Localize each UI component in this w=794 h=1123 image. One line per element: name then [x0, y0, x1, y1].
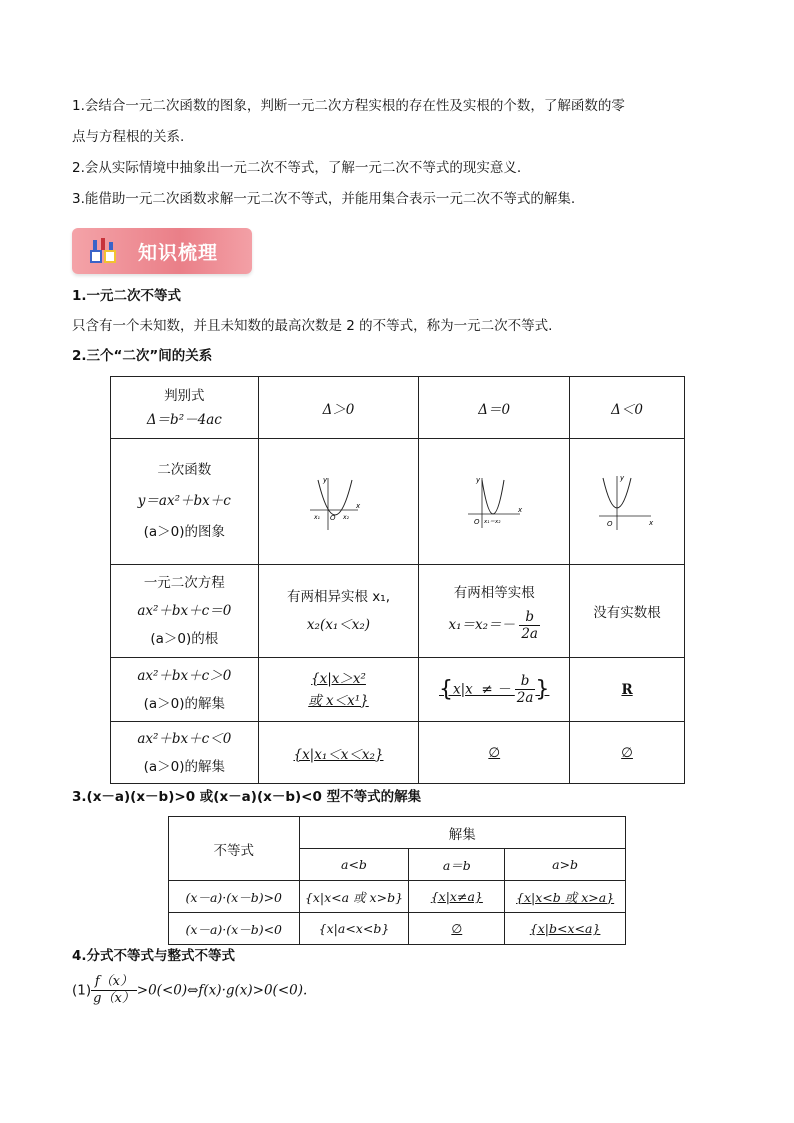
table-cell	[111, 377, 259, 439]
no-real-roots-text: 没有实数根	[570, 565, 685, 658]
table-cell: {x|a<x<b}	[299, 913, 409, 945]
graph-label: y	[620, 473, 625, 482]
set-builder-prefix: x|x ≠ －	[453, 681, 511, 698]
factored-inequality-table	[168, 816, 626, 945]
table-cell	[258, 439, 419, 565]
objective-1-line-2: 点与方程根的关系.	[72, 129, 185, 145]
table-cell	[111, 439, 259, 565]
fraction-numerator: b	[515, 673, 536, 690]
table-cell	[419, 439, 570, 565]
section-1-heading: 1.一元二次不等式	[72, 288, 182, 304]
solution-set-greater-double-root: {x|x ≠ － $\frac{b}{2a}$ }	[439, 673, 550, 706]
equivalence-text: >0(<0)⇔f(x)·g(x)>0(<0).	[136, 982, 308, 999]
row-label-line: y＝ax²＋bx＋c	[137, 493, 231, 509]
row-label-line: (a＞0)的图象	[143, 524, 226, 540]
graph-label: y	[323, 475, 328, 484]
header-delta-positive: Δ＞0	[258, 377, 419, 439]
section-1-text: 只含有一个未知数，并且未知数的最高次数是 2 的不等式，称为一元二次不等式.	[72, 318, 553, 334]
graph-label: x₁＝x₂	[484, 518, 501, 525]
equal-roots-formula	[419, 607, 569, 643]
row-label-line: 一元二次方程	[143, 575, 225, 591]
table-row	[111, 722, 685, 784]
graph-label: O	[330, 513, 336, 522]
distinct-roots-condition: x₂(x₁＜x₂)	[306, 617, 371, 633]
graph-label: y	[476, 475, 481, 484]
parabola-two-roots-graph	[308, 472, 368, 532]
solution-set-greater-line-1: {x|x＞x²	[311, 670, 366, 687]
graph-label: x	[356, 501, 361, 510]
fraction-denominator: g（x）	[93, 991, 135, 1006]
discriminant-formula: Δ＝b²－4ac	[146, 411, 222, 428]
empty-set: ∅	[570, 722, 685, 784]
fraction	[519, 609, 540, 642]
table-row	[169, 881, 626, 913]
graph-label: x	[518, 505, 523, 514]
graph-label: x	[649, 518, 654, 527]
table-cell	[111, 565, 259, 658]
fraction-numerator: b	[519, 609, 540, 626]
parabola-double-root-graph	[464, 472, 524, 532]
table-row	[111, 658, 685, 722]
row-label-line: ax²＋bx＋c＝0	[137, 603, 232, 619]
row-label-line: (a＞0)的解集	[143, 758, 226, 775]
section-3-heading: 3.(x－a)(x－b)>0 或(x－a)(x－b)<0 型不等式的解集	[72, 789, 422, 805]
discriminant-label: 判别式	[164, 387, 205, 404]
fraction-inequality-item	[72, 974, 307, 1007]
table-cell	[570, 439, 685, 565]
table-row	[169, 913, 626, 945]
header-inequality: 不等式	[169, 817, 300, 881]
table-cell: {x|b<x<a}	[505, 913, 626, 945]
header-a-equal-b: a＝b	[409, 849, 505, 881]
equal-roots-text: 有两相等实根	[453, 585, 535, 601]
header-a-greater-b: a>b	[505, 849, 626, 881]
table-row	[111, 377, 685, 439]
header-delta-negative: Δ＜0	[570, 377, 685, 439]
graph-label: O	[607, 519, 613, 528]
table-cell	[258, 565, 419, 658]
table-cell: ∅	[409, 913, 505, 945]
header-delta-zero: Δ＝0	[419, 377, 570, 439]
fraction-numerator: f（x）	[91, 974, 137, 991]
row-label: (x－a)·(x－b)>0	[169, 881, 300, 913]
table-cell: {x|x≠a}	[409, 881, 505, 913]
row-label-line: 二次函数	[157, 462, 212, 478]
row-label-line: ax²＋bx＋c＞0	[137, 667, 232, 684]
objective-1-line-1: 1.会结合一元二次函数的图象，判断一元二次方程实根的存在性及实根的个数，了解函数的零	[72, 98, 625, 114]
relations-table	[110, 376, 685, 784]
table-cell	[111, 722, 259, 784]
table-row	[111, 565, 685, 658]
graph-label: O	[474, 517, 480, 526]
item-prefix: (1)	[72, 982, 92, 999]
fraction-denominator: 2a	[516, 690, 534, 706]
book-icon	[88, 236, 118, 266]
table-cell: {x|x<a 或 x>b}	[299, 881, 409, 913]
fraction-denominator: 2a	[521, 625, 538, 642]
objective-2: 2.会从实际情境中抽象出一元二次不等式，了解一元二次不等式的现实意义.	[72, 160, 522, 176]
table-cell	[111, 658, 259, 722]
section-4-heading: 4.分式不等式与整式不等式	[72, 948, 236, 964]
table-cell	[419, 565, 570, 658]
parabola-no-root-graph	[597, 472, 657, 532]
distinct-roots-text: 有两相异实根 x₁,	[287, 589, 390, 605]
table-row	[111, 439, 685, 565]
table-cell	[419, 658, 570, 722]
row-label: (x－a)·(x－b)<0	[169, 913, 300, 945]
row-label-line: ax²＋bx＋c＜0	[137, 730, 232, 747]
graph-label: x₁	[314, 513, 321, 521]
solution-set-greater-line-2: 或 x＜x¹}	[308, 692, 369, 709]
header-a-less-b: a<b	[299, 849, 409, 881]
table-row	[169, 817, 626, 849]
objective-3: 3.能借助一元二次函数求解一元二次不等式，并能用集合表示一元二次不等式的解集.	[72, 191, 576, 207]
section-banner	[72, 228, 252, 274]
real-numbers-set: R	[570, 658, 685, 722]
banner-title: 知识梳理	[138, 242, 219, 264]
row-label-line: (a＞0)的根	[150, 631, 219, 647]
equal-roots-lhs: x₁＝x₂＝－	[448, 617, 516, 633]
fraction	[91, 974, 137, 1007]
graph-label: x₂	[343, 513, 350, 521]
section-2-heading: 2.三个“二次”间的关系	[72, 348, 213, 364]
table-cell	[258, 658, 419, 722]
row-label-line: (a＞0)的解集	[143, 695, 226, 712]
fraction	[515, 673, 536, 706]
header-solution-set: 解集	[299, 817, 625, 849]
solution-set-less: {x|x₁＜x＜x₂}	[258, 722, 419, 784]
empty-set: ∅	[419, 722, 570, 784]
table-cell: {x|x<b 或 x>a}	[505, 881, 626, 913]
